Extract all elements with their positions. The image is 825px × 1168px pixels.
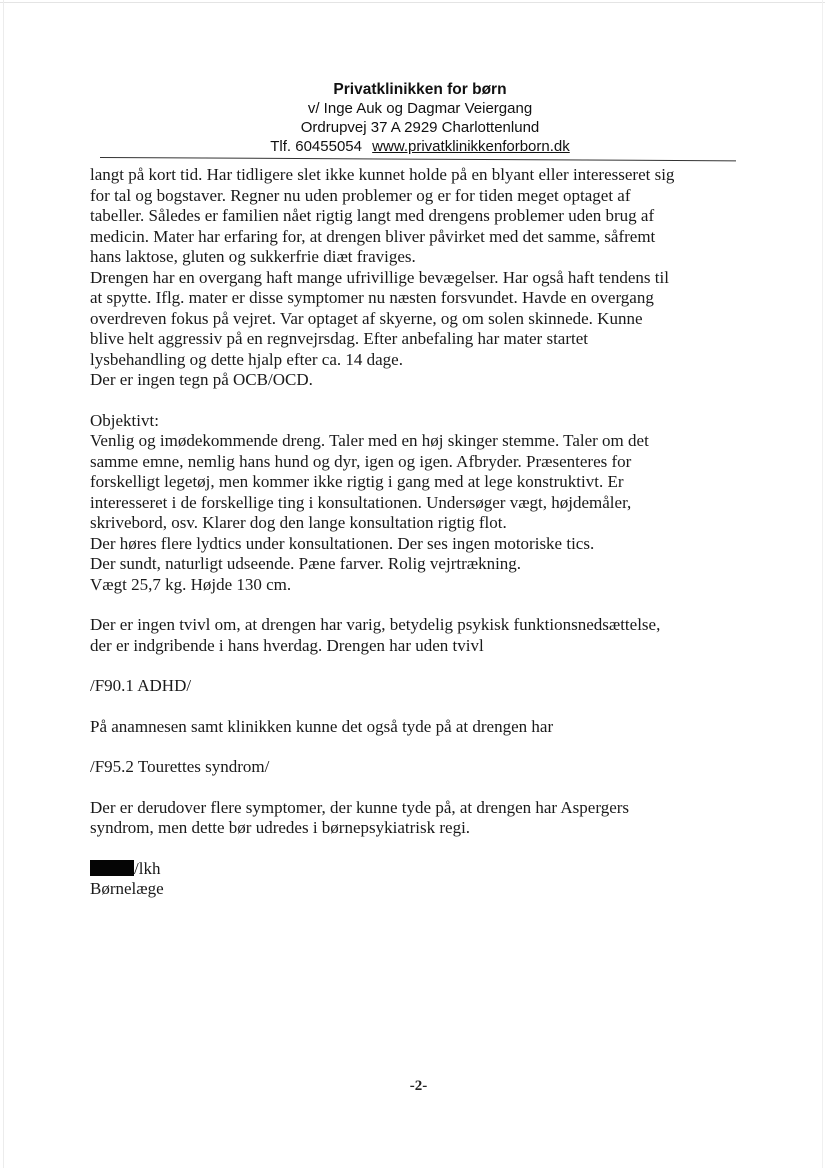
text-line: blive helt aggressiv på en regnvejrsdag. Efter anbefaling har mater startet	[90, 329, 588, 348]
text-line: Drengen har en overgang haft mange ufrivillige bevægelser. Har også haft tendens til	[90, 267, 669, 287]
scan-top-edge	[0, 2, 825, 3]
text-line: Venlig og imødekommende dreng. Taler med en høj skinger stemme. Taler om det	[90, 431, 649, 450]
text-line: forskelligt legetøj, men kommer ikke rigtig i gang med at lege konstruktivt. Er	[90, 472, 624, 491]
objective-section	[90, 411, 740, 596]
text-line: medicin. Mater har erfaring for, at drengen bliver påvirket med det samme, såfremt	[90, 226, 656, 246]
conclusion-paragraph	[90, 615, 740, 656]
text-line: overdreven fokus på vejret. Var optaget af skyerne, og om solen skinnede. Kunne	[90, 308, 643, 328]
text-line: tabeller. Således er familien nået rigtig langt med drengens problemer uden brug af	[90, 206, 655, 225]
text-line: Der er ingen tegn på OCB/OCD.	[90, 370, 313, 389]
diagnosis-adhd: /F90.1 ADHD/	[90, 676, 192, 695]
clinic-phone: Tlf. 60455054	[270, 138, 362, 155]
text-line: Der høres flere lydtics under konsultationen. Der ses ingen motoriske tics.	[90, 533, 595, 553]
further-paragraph	[90, 798, 740, 839]
scan-right-edge	[822, 0, 823, 1168]
clinic-doctors: v/ Inge Auk og Dagmar Veiergang	[307, 100, 533, 117]
history-paragraph	[90, 165, 740, 391]
clinic-contact	[160, 137, 680, 156]
scan-left-edge	[3, 0, 4, 1168]
letterhead	[160, 80, 680, 156]
signer-title: Børnelæge	[90, 879, 164, 898]
clinic-website-link[interactable]: www.privatklinikkenforborn.dk	[372, 138, 570, 155]
text-line: lysbehandling og dette hjalp efter ca. 14 dage.	[90, 349, 403, 369]
text-line: skrivebord, osv. Klarer dog den lange konsultation rigtig flot.	[90, 513, 507, 532]
clinic-name: Privatklinikken for børn	[333, 81, 507, 98]
diagnosis-tourette: /F95.2 Tourettes syndrom/	[90, 757, 270, 776]
text-line: Der er derudover flere symptomer, der kunne tyde på, at drengen har Aspergers	[90, 797, 630, 817]
header-divider	[100, 157, 736, 161]
text-line: der er indgribende i hans hverdag. Drengen har uden tvivl	[90, 635, 484, 655]
text-line: for tal og bogstaver. Regner nu uden problemer og er for tiden meget optaget af	[90, 185, 631, 205]
text-line: samme emne, nemlig hans hund og dyr, igen og igen. Afbryder. Præsenteres for	[90, 451, 632, 471]
text-line: interesseret i de forskellige ting i konsultationen. Undersøger vægt, højdemåler,	[90, 492, 632, 512]
text-line: hans laktose, gluten og sukkerfrie diæt fraviges.	[90, 247, 416, 266]
text-line: Vægt 25,7 kg. Højde 130 cm.	[90, 574, 292, 594]
text-line: langt på kort tid. Har tidligere slet ikke kunnet holde på en blyant eller interesseret sig	[90, 165, 675, 184]
letter-body	[90, 165, 740, 900]
text-line: Der sundt, naturligt udseende. Pæne farver. Rolig vejrtrækning.	[90, 554, 522, 573]
signature-suffix: /lkh	[134, 858, 161, 878]
text-line: Der er ingen tvivl om, at drengen har varig, betydelig psykisk funktionsnedsættelse,	[90, 615, 661, 634]
page-number: -2-	[409, 1078, 428, 1094]
text-line: syndrom, men dette bør udredes i børnepsykiatrisk regi.	[90, 818, 471, 837]
objective-heading: Objektivt:	[90, 410, 159, 430]
signature-line	[90, 859, 740, 880]
clinic-address: Ordrupvej 37 A 2929 Charlottenlund	[300, 119, 540, 136]
text-line: at spytte. Iflg. mater er disse symptomer nu næsten forsvundet. Havde en overgang	[90, 288, 654, 307]
anamnesis-line: På anamnesen samt klinikken kunne det også tyde på at drengen har	[90, 716, 554, 736]
redacted-name	[90, 860, 134, 876]
